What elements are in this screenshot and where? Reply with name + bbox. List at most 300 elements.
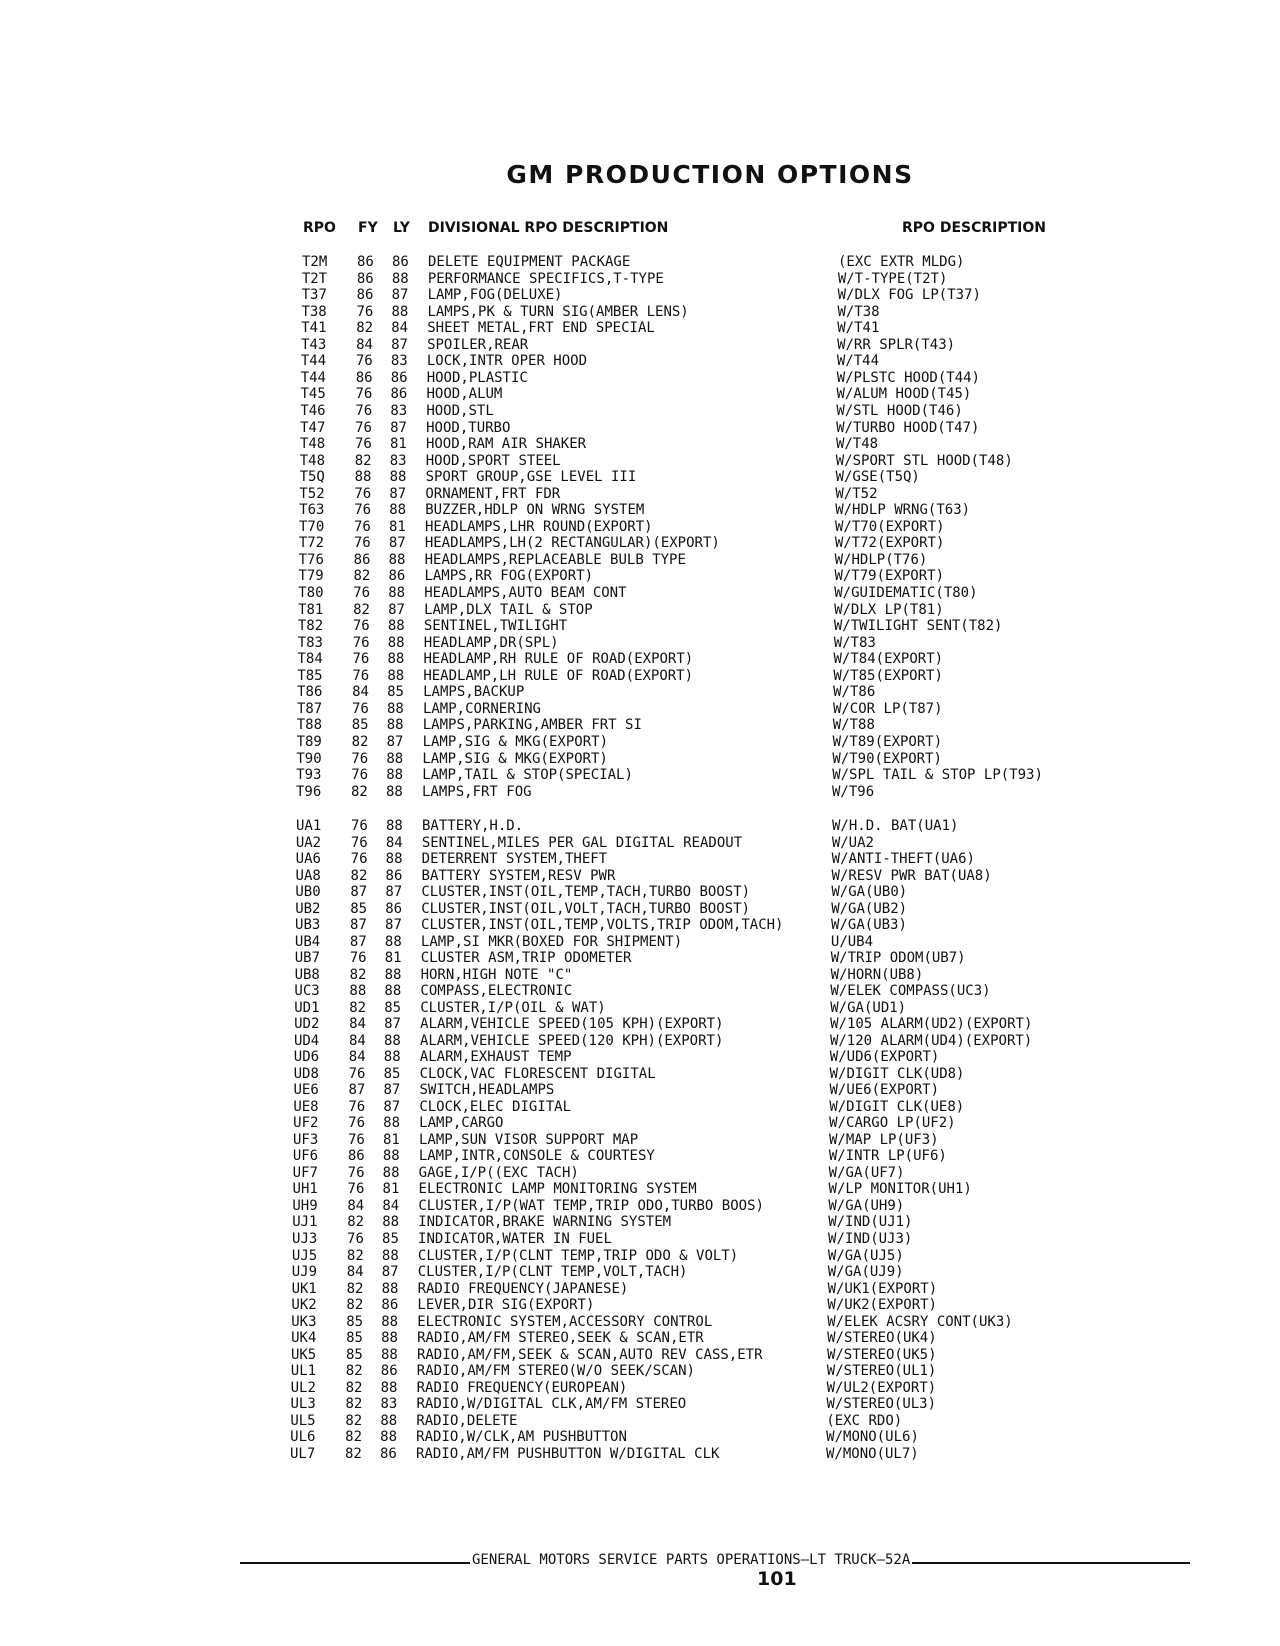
cell-rpo-description: W/HDLP WRNG(T63) [835, 502, 971, 519]
cell-rpo: UD2 [294, 1016, 320, 1033]
cell-rpo-description: W/GSE(T5Q) [835, 469, 920, 486]
cell-rpo-description: W/UA2 [831, 834, 874, 851]
cell-fy: 76 [355, 402, 373, 419]
cell-fy: 85 [351, 717, 369, 734]
cell-divisional-description: LAMPS,RR FOG(EXPORT) [424, 568, 594, 585]
cell-rpo-description: W/GA(UD1) [830, 999, 907, 1016]
cell-ly: 87 [385, 884, 403, 901]
table-row [0, 254, 1280, 271]
page-title: GM PRODUCTION OPTIONS [506, 160, 914, 189]
cell-fy: 82 [353, 568, 371, 585]
cell-rpo-description: (EXC EXTR MLDG) [838, 254, 965, 270]
cell-divisional-description: DETERRENT SYSTEM,THEFT [421, 851, 608, 868]
cell-fy: 82 [345, 1429, 363, 1446]
cell-ly: 81 [384, 950, 402, 967]
table-row [0, 784, 1280, 801]
cell-divisional-description: HOOD,RAM AIR SHAKER [425, 436, 587, 453]
column-header-divisional: DIVISIONAL RPO DESCRIPTION [428, 220, 669, 236]
cell-ly: 86 [388, 568, 406, 585]
table-row [0, 469, 1280, 486]
cell-rpo-description: W/RR SPLR(T43) [837, 336, 956, 353]
cell-divisional-description: LAMP,SIG & MKG(EXPORT) [422, 733, 608, 750]
cell-ly: 88 [381, 1280, 399, 1297]
cell-ly: 88 [381, 1247, 399, 1264]
cell-divisional-description: HEADLAMPS,AUTO BEAM CONT [424, 585, 627, 601]
cell-divisional-description: HEADLAMP,DR(SPL) [423, 634, 559, 651]
cell-ly: 83 [390, 353, 408, 370]
table-row [0, 967, 1280, 984]
cell-rpo-description: W/T70(EXPORT) [835, 518, 945, 535]
table-row [0, 884, 1280, 901]
cell-rpo-description: W/IND(UJ1) [828, 1214, 913, 1231]
cell-ly: 88 [389, 469, 407, 486]
cell-ly: 85 [384, 999, 402, 1016]
table-row [0, 1231, 1280, 1248]
cell-rpo: T83 [297, 634, 323, 651]
cell-fy: 88 [354, 469, 372, 486]
cell-rpo-description: W/CARGO LP(UF2) [829, 1115, 956, 1132]
cell-rpo: T70 [299, 518, 325, 535]
cell-rpo-description: W/ALUM HOOD(T45) [836, 386, 972, 403]
cell-fy: 87 [350, 917, 367, 934]
cell-ly: 88 [387, 651, 405, 668]
cell-rpo-description: W/GA(UF7) [828, 1164, 905, 1181]
cell-divisional-description: RADIO,AM/FM PUSHBUTTON W/DIGITAL CLK [416, 1445, 720, 1462]
table-row [0, 684, 1280, 701]
cell-rpo: T2T [301, 270, 328, 287]
cell-rpo-description: W/INTR LP(UF6) [828, 1148, 947, 1165]
cell-ly: 88 [389, 502, 407, 519]
cell-rpo-description: W/ANTI-THEFT(UA6) [831, 851, 975, 868]
table-row [0, 1016, 1280, 1033]
cell-divisional-description: HEADLAMPS,REPLACEABLE BULB TYPE [424, 551, 686, 568]
cell-rpo-description: W/RESV PWR BAT(UA8) [831, 867, 992, 884]
table-row [0, 1429, 1280, 1446]
footer-text: GENERAL MOTORS SERVICE PARTS OPERATIONS—LT TRUCK—52A [472, 1552, 911, 1568]
table-row [0, 1297, 1280, 1314]
table-row [0, 734, 1280, 751]
cell-divisional-description: RADIO,DELETE [416, 1412, 518, 1429]
cell-divisional-description: LAMP,TAIL & STOP(SPECIAL) [422, 767, 633, 784]
cell-rpo-description: W/DLX LP(T81) [834, 601, 944, 618]
cell-rpo: T46 [300, 402, 326, 419]
cell-rpo-description: W/T38 [837, 303, 880, 320]
cell-divisional-description: SENTINEL,TWILIGHT [423, 618, 568, 635]
cell-fy: 85 [345, 1346, 363, 1363]
cell-fy: 84 [348, 1032, 366, 1049]
cell-rpo: UE8 [293, 1098, 319, 1115]
column-header-rpo: RPO [303, 220, 336, 236]
cell-fy: 82 [345, 1396, 363, 1413]
cell-divisional-description: ALARM,VEHICLE SPEED(105 KPH)(EXPORT) [420, 1016, 724, 1033]
table-row [0, 453, 1280, 470]
table-row [0, 868, 1280, 885]
cell-fy: 82 [356, 320, 374, 337]
cell-divisional-description: SHEET METAL,FRT END SPECIAL [427, 320, 655, 337]
cell-rpo: T41 [301, 320, 327, 337]
table-row [0, 1281, 1280, 1298]
cell-fy: 76 [353, 535, 371, 552]
cell-divisional-description: SWITCH,HEADLAMPS [419, 1082, 555, 1099]
cell-fy: 76 [353, 585, 371, 601]
cell-rpo: UF6 [292, 1148, 319, 1165]
cell-divisional-description: LAMP,SUN VISOR SUPPORT MAP [419, 1131, 639, 1148]
cell-divisional-description: CLUSTER,INST(OIL,TEMP,VOLTS,TRIP ODOM,TACH) [421, 917, 784, 934]
cell-rpo-description: W/T48 [835, 436, 879, 453]
cell-fy: 82 [351, 733, 369, 750]
cell-rpo-description: W/GA(UJ5) [827, 1247, 904, 1264]
cell-fy: 76 [351, 818, 368, 834]
cell-divisional-description: LAMP,SIG & MKG(EXPORT) [422, 750, 608, 767]
cell-fy: 76 [351, 767, 369, 784]
cell-fy: 82 [350, 867, 368, 884]
cell-fy: 86 [353, 551, 371, 568]
table-row [0, 1165, 1280, 1182]
cell-rpo: UL6 [290, 1429, 316, 1446]
cell-rpo-description: W/DLX FOG LP(T37) [837, 287, 981, 304]
cell-ly: 87 [390, 419, 407, 436]
cell-rpo-description: W/T41 [837, 320, 880, 337]
cell-ly: 86 [381, 1297, 399, 1314]
cell-rpo-description: W/T79(EXPORT) [834, 568, 945, 585]
cell-rpo: T86 [297, 684, 323, 701]
cell-divisional-description: CLOCK,VAC FLORESCENT DIGITAL [419, 1065, 656, 1082]
cell-divisional-description: CLUSTER,I/P(CLNT TEMP,VOLT,TACH) [417, 1264, 688, 1281]
cell-rpo: UK1 [291, 1280, 317, 1297]
cell-rpo: T48 [299, 436, 326, 453]
cell-fy: 76 [354, 485, 372, 502]
cell-rpo: UJ9 [291, 1264, 318, 1281]
table-row [0, 1396, 1280, 1413]
cell-rpo-description: W/T52 [835, 485, 878, 502]
cell-divisional-description: HEADLAMPS,LH(2 RECTANGULAR)(EXPORT) [424, 535, 720, 552]
cell-rpo: UJ5 [291, 1247, 318, 1264]
table-row [0, 717, 1280, 734]
cell-ly: 88 [386, 783, 403, 800]
cell-rpo: T48 [299, 452, 326, 469]
cell-ly: 86 [385, 867, 403, 884]
cell-rpo-description: W/T86 [833, 684, 876, 701]
cell-rpo: UA1 [296, 818, 322, 834]
cell-fy: 76 [348, 1065, 366, 1082]
cell-fy: 82 [349, 999, 367, 1016]
cell-ly: 88 [382, 1148, 400, 1165]
cell-ly: 86 [392, 254, 409, 270]
cell-rpo-description: W/T-TYPE(T2T) [837, 270, 948, 287]
cell-rpo: UC3 [294, 983, 320, 1000]
cell-ly: 87 [388, 535, 406, 552]
cell-fy: 76 [350, 851, 368, 868]
cell-rpo: T96 [296, 783, 322, 800]
cell-rpo-description: W/UL2(EXPORT) [826, 1379, 937, 1396]
cell-ly: 88 [386, 700, 404, 717]
cell-rpo-description: W/GUIDEMATIC(T80) [834, 585, 978, 601]
cell-divisional-description: RADIO,W/CLK,AM PUSHBUTTON [416, 1429, 627, 1446]
cell-rpo-description: U/UB4 [830, 933, 874, 950]
table-row [0, 1082, 1280, 1099]
cell-rpo: UL1 [290, 1363, 317, 1380]
table-row [0, 950, 1280, 967]
cell-fy: 86 [347, 1148, 365, 1165]
cell-rpo-description: W/PLSTC HOOD(T44) [836, 369, 980, 386]
cell-ly: 88 [384, 933, 402, 950]
table-row [0, 1380, 1280, 1397]
cell-rpo-description: W/T96 [832, 783, 875, 800]
cell-divisional-description: CLUSTER,INST(OIL,VOLT,TACH,TURBO BOOST) [421, 900, 750, 917]
cell-ly: 88 [386, 717, 404, 734]
cell-ly: 84 [385, 834, 403, 851]
table-row [0, 901, 1280, 918]
cell-divisional-description: HEADLAMP,RH RULE OF ROAD(EXPORT) [423, 651, 694, 668]
cell-divisional-description: PERFORMANCE SPECIFICS,T-TYPE [427, 270, 664, 287]
cell-fy: 82 [345, 1363, 363, 1380]
cell-rpo-description: W/UD6(EXPORT) [829, 1049, 940, 1066]
cell-rpo: T88 [296, 717, 323, 734]
cell-rpo: UA8 [295, 867, 321, 884]
cell-ly: 87 [389, 485, 407, 502]
cell-fy: 82 [346, 1280, 364, 1297]
table-row [0, 436, 1280, 453]
cell-divisional-description: RADIO FREQUENCY(JAPANESE) [417, 1280, 629, 1297]
cell-ly: 87 [385, 917, 402, 934]
cell-rpo: UK3 [291, 1313, 317, 1330]
cell-divisional-description: CLUSTER,I/P(CLNT TEMP,TRIP ODO & VOLT) [417, 1247, 739, 1264]
table-row [0, 851, 1280, 868]
cell-ly: 87 [383, 1082, 401, 1099]
cell-fy: 76 [352, 618, 370, 635]
cell-rpo-description: W/T44 [836, 353, 880, 370]
cell-fy: 87 [350, 884, 368, 901]
cell-rpo-description: W/GA(UH9) [828, 1197, 905, 1214]
cell-rpo-description: W/MAP LP(UF3) [829, 1131, 939, 1148]
table-row [0, 370, 1280, 387]
cell-ly: 87 [391, 336, 408, 353]
table-row [0, 320, 1280, 337]
cell-rpo: UL2 [290, 1379, 316, 1396]
cell-ly: 83 [380, 1396, 398, 1413]
cell-fy: 85 [346, 1313, 364, 1330]
cell-fy: 76 [355, 353, 373, 370]
cell-rpo: T44 [300, 353, 327, 370]
cell-rpo: UF3 [293, 1131, 319, 1148]
table-row [0, 701, 1280, 718]
cell-ly: 88 [383, 1049, 401, 1066]
table-row [0, 668, 1280, 685]
cell-divisional-description: HEADLAMPS,LHR ROUND(EXPORT) [425, 518, 653, 535]
cell-rpo-description: W/IND(UJ3) [828, 1231, 913, 1247]
table-row [0, 403, 1280, 420]
cell-ly: 88 [387, 667, 405, 684]
cell-ly: 86 [380, 1445, 397, 1462]
cell-fy: 76 [348, 1131, 365, 1148]
cell-divisional-description: CLUSTER ASM,TRIP ODOMETER [420, 950, 632, 967]
cell-rpo-description: W/STEREO(UL1) [826, 1363, 937, 1380]
cell-rpo-description: W/TWILIGHT SENT(T82) [833, 618, 1003, 635]
cell-fy: 84 [347, 1197, 365, 1214]
cell-rpo: UD4 [293, 1032, 320, 1049]
cell-rpo: T63 [299, 502, 325, 519]
cell-divisional-description: LOCK,INTR OPER HOOD [426, 353, 588, 370]
cell-divisional-description: BATTERY SYSTEM,RESV PWR [421, 867, 616, 884]
table-row [0, 353, 1280, 370]
cell-rpo: T43 [301, 336, 327, 353]
cell-ly: 85 [383, 1065, 401, 1082]
cell-rpo: UB4 [294, 933, 321, 950]
cell-rpo: T87 [296, 700, 323, 717]
table-row [0, 535, 1280, 552]
cell-divisional-description: LAMP,FOG(DELUXE) [427, 287, 563, 304]
table-row [0, 386, 1280, 403]
table-row [0, 751, 1280, 768]
cell-ly: 88 [383, 1032, 401, 1049]
cell-ly: 87 [381, 1264, 399, 1281]
cell-rpo: T52 [299, 485, 325, 502]
table-row [0, 767, 1280, 784]
cell-ly: 86 [380, 1363, 398, 1380]
cell-rpo-description: W/SPL TAIL & STOP LP(T93) [832, 767, 1043, 784]
cell-fy: 84 [356, 336, 373, 353]
table-row [0, 1248, 1280, 1265]
cell-fy: 76 [352, 634, 370, 651]
cell-rpo-description: W/120 ALARM(UD4)(EXPORT) [829, 1032, 1033, 1049]
cell-ly: 87 [386, 733, 404, 750]
cell-ly: 88 [381, 1313, 399, 1330]
cell-rpo: T90 [296, 750, 322, 767]
cell-rpo-description: W/GA(UB2) [831, 900, 908, 917]
table-row [0, 337, 1280, 354]
cell-rpo: UD8 [293, 1065, 319, 1082]
cell-ly: 81 [389, 436, 407, 453]
cell-rpo: UK5 [290, 1346, 317, 1363]
cell-ly: 88 [384, 983, 402, 1000]
table-row [0, 1132, 1280, 1149]
cell-rpo-description: W/COR LP(T87) [832, 700, 943, 717]
cell-rpo-description: W/T85(EXPORT) [833, 667, 943, 684]
cell-divisional-description: RADIO,AM/FM STEREO,SEEK & SCAN,ETR [417, 1330, 704, 1347]
cell-rpo-description: W/UK2(EXPORT) [827, 1297, 937, 1314]
cell-rpo: T2M [302, 254, 328, 270]
cell-rpo: T5Q [299, 469, 325, 486]
table-row [0, 1198, 1280, 1215]
cell-divisional-description: RADIO FREQUENCY(EUROPEAN) [416, 1379, 628, 1396]
cell-rpo-description: W/MONO(UL7) [826, 1445, 919, 1462]
cell-rpo-description: W/LP MONITOR(UH1) [828, 1181, 972, 1198]
table-row [0, 818, 1280, 835]
table-row [0, 602, 1280, 619]
cell-rpo: UH9 [292, 1197, 318, 1214]
cell-rpo: T85 [297, 667, 323, 684]
cell-divisional-description: DELETE EQUIPMENT PACKAGE [428, 254, 631, 270]
table-row [0, 486, 1280, 503]
cell-rpo: UA2 [295, 834, 322, 851]
cell-fy: 86 [356, 287, 374, 304]
table-row [0, 1446, 1280, 1463]
table-row [0, 983, 1280, 1000]
column-header-rpo-description: RPO DESCRIPTION [902, 220, 1046, 236]
cell-fy: 85 [346, 1330, 363, 1347]
cell-rpo: UD6 [293, 1049, 320, 1066]
cell-rpo: T45 [300, 386, 326, 403]
cell-divisional-description: LAMPS,PARKING,AMBER FRT SI [422, 717, 642, 734]
table-row [0, 502, 1280, 519]
table-row [0, 1066, 1280, 1083]
cell-ly: 88 [386, 818, 403, 834]
cell-ly: 83 [390, 402, 408, 419]
cell-rpo-description: W/GA(UJ9) [827, 1264, 904, 1281]
cell-divisional-description: RADIO,W/DIGITAL CLK,AM/FM STEREO [416, 1396, 687, 1413]
cell-fy: 84 [348, 1049, 366, 1066]
cell-ly: 88 [380, 1346, 398, 1363]
cell-rpo: UB8 [294, 966, 320, 983]
cell-fy: 86 [355, 369, 373, 386]
cell-rpo: UL3 [290, 1396, 316, 1413]
cell-fy: 76 [347, 1181, 365, 1198]
cell-ly: 88 [380, 1429, 398, 1446]
cell-rpo-description: W/T89(EXPORT) [832, 733, 943, 750]
cell-ly: 88 [384, 966, 402, 983]
cell-divisional-description: ORNAMENT,FRT FDR [425, 485, 561, 502]
cell-fy: 82 [345, 1445, 362, 1462]
cell-fy: 82 [345, 1412, 363, 1429]
cell-rpo: T79 [298, 568, 324, 585]
cell-rpo: UK2 [291, 1297, 317, 1314]
cell-rpo-description: W/TURBO HOOD(T47) [836, 419, 980, 436]
cell-rpo-description: W/105 ALARM(UD2)(EXPORT) [830, 1016, 1033, 1033]
table-row [0, 1264, 1280, 1281]
cell-divisional-description: INDICATOR,WATER IN FUEL [418, 1231, 612, 1247]
cell-rpo: T44 [300, 369, 326, 386]
cell-rpo: UJ3 [292, 1231, 318, 1247]
cell-divisional-description: LAMPS,FRT FOG [422, 783, 532, 800]
cell-divisional-description: LAMPS,PK & TURN SIG(AMBER LENS) [427, 303, 689, 320]
cell-ly: 85 [387, 684, 404, 701]
cell-rpo-description: W/MONO(UL6) [826, 1429, 919, 1446]
cell-divisional-description: LEVER,DIR SIG(EXPORT) [417, 1297, 595, 1314]
cell-rpo-description: W/STL HOOD(T46) [836, 402, 963, 419]
cell-divisional-description: CLUSTER,I/P(WAT TEMP,TRIP ODO,TURBO BOOS) [418, 1197, 764, 1214]
table-row [0, 1115, 1280, 1132]
cell-ly: 88 [387, 634, 405, 651]
cell-fy: 76 [354, 502, 372, 519]
cell-fy: 76 [355, 419, 372, 436]
cell-divisional-description: LAMPS,BACKUP [423, 684, 525, 701]
cell-rpo-description: W/GA(UB0) [831, 884, 908, 901]
cell-fy: 82 [347, 1214, 365, 1231]
cell-rpo: UK4 [291, 1330, 317, 1347]
cell-rpo-description: W/STEREO(UL3) [826, 1396, 937, 1413]
cell-fy: 84 [346, 1264, 364, 1281]
cell-divisional-description: CLUSTER,INST(OIL,TEMP,TACH,TURBO BOOST) [421, 884, 751, 901]
cell-rpo-description: W/HORN(UB8) [830, 966, 924, 983]
cell-ly: 86 [390, 369, 408, 386]
cell-ly: 88 [380, 1379, 398, 1396]
cell-fy: 76 [351, 750, 369, 767]
cell-ly: 88 [386, 750, 404, 767]
table-row [0, 519, 1280, 536]
cell-divisional-description: RADIO,AM/FM,SEEK & SCAN,AUTO REV CASS,ETR [416, 1346, 763, 1363]
cell-divisional-description: LAMP,DLX TAIL & STOP [424, 601, 593, 618]
table-row [0, 271, 1280, 288]
cell-rpo-description: W/T84(EXPORT) [833, 651, 944, 668]
cell-rpo-description: W/T88 [832, 717, 875, 734]
cell-fy: 76 [348, 1115, 366, 1132]
cell-fy: 76 [348, 1098, 366, 1115]
cell-fy: 76 [347, 1231, 364, 1247]
cell-divisional-description: SPOILER,REAR [427, 336, 529, 353]
table-row [0, 651, 1280, 668]
cell-fy: 76 [347, 1164, 365, 1181]
table-row [0, 287, 1280, 304]
